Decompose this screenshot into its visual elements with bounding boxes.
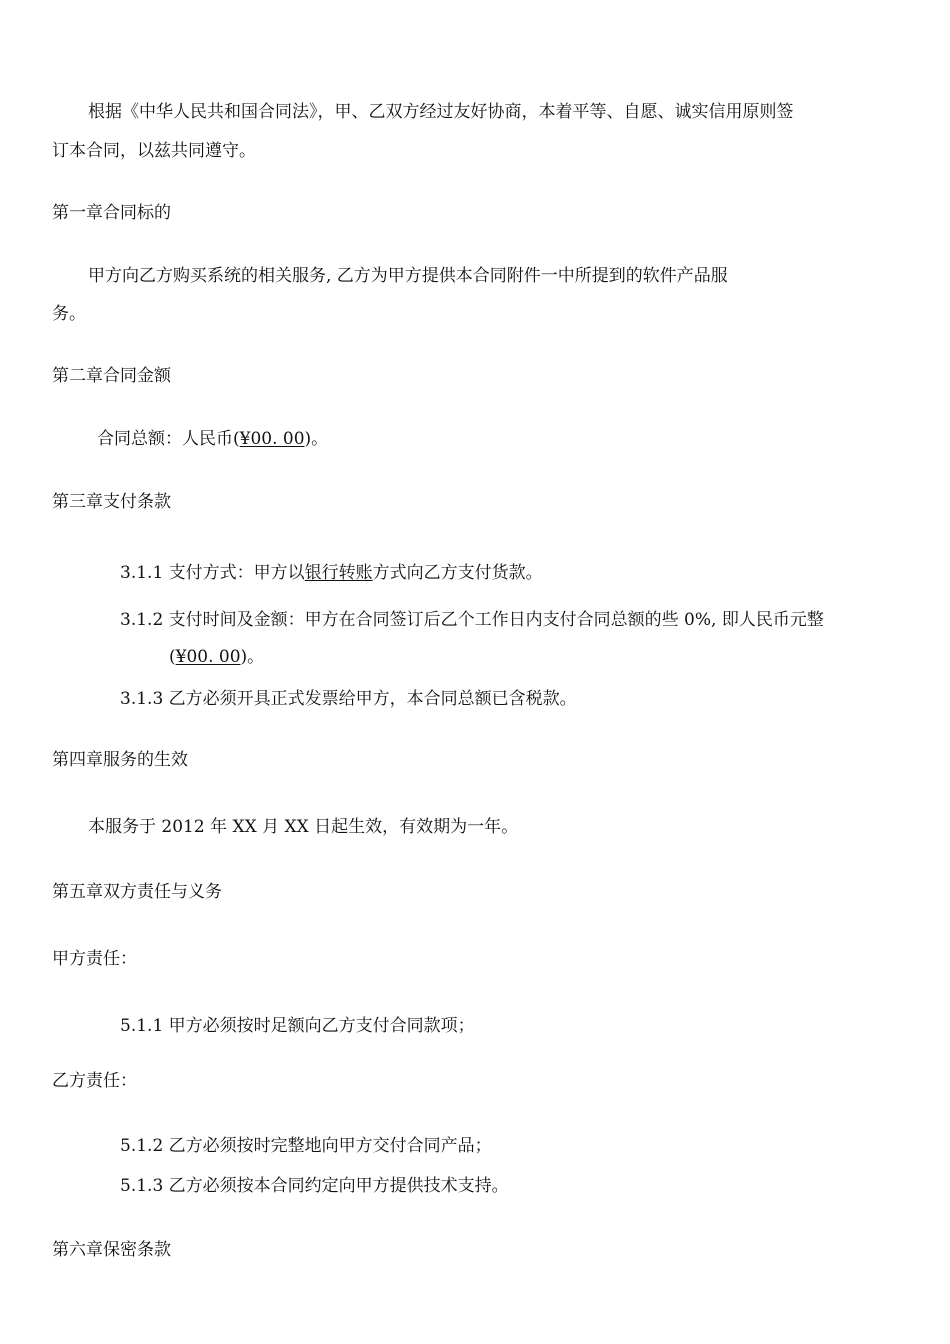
party-a-responsibility-label: 甲方责任： [52, 949, 137, 969]
clause-5-1-3: 5.1.3 乙方必须按本合同约定向甲方提供技术支持。 [120, 1176, 509, 1196]
chapter-4-body: 本服务于 2012 年 XX 月 XX 日起生效，有效期为一年。 [88, 817, 519, 837]
contract-total [97, 427, 328, 451]
contract-total-prefix: 合同总额：人民币( [97, 429, 240, 449]
preamble-line-1: 根据《中华人民共和国合同法》，甲、乙双方经过友好协商，本着平等、自愿、诚实信用原则签 [88, 102, 794, 122]
clause-3-1-2-amount: ¥00. 00 [175, 647, 241, 667]
clause-3-1-1-prefix: 3.1.1 支付方式：甲方以 [120, 563, 305, 583]
payment-method: 银行转账 [304, 563, 373, 583]
chapter-5-title: 第五章双方责任与义务 [52, 882, 222, 902]
clause-3-1-2-open: ( [169, 647, 176, 667]
clause-3-1-2-close: )。 [240, 647, 265, 667]
chapter-1-body-line-1: 甲方向乙方购买系统的相关服务, 乙方为甲方提供本合同附件一中所提到的软件产品服 [88, 266, 728, 286]
clause-3-1-1 [120, 561, 543, 585]
clause-5-1-2: 5.1.2 乙方必须按时完整地向甲方交付合同产品； [120, 1136, 492, 1156]
clause-3-1-3: 3.1.3 乙方必须开具正式发票给甲方，本合同总额已含税款。 [120, 689, 577, 709]
clause-5-1-1: 5.1.1 甲方必须按时足额向乙方支付合同款项； [120, 1016, 475, 1036]
chapter-2-title: 第二章合同金额 [52, 366, 171, 386]
preamble-line-2: 订本合同，以兹共同遵守。 [52, 141, 256, 161]
chapter-4-title: 第四章服务的生效 [52, 750, 188, 770]
clause-3-1-1-suffix: 方式向乙方支付货款。 [372, 563, 543, 583]
contract-total-suffix: )。 [304, 429, 329, 449]
clause-3-1-2-line-1: 3.1.2 支付时间及金额：甲方在合同签订后乙个工作日内支付合同总额的些 0%, 即人民币元整 [120, 610, 824, 630]
chapter-1-body-line-2: 务。 [52, 304, 86, 324]
clause-3-1-2-line-2 [169, 645, 264, 669]
chapter-6-title: 第六章保密条款 [52, 1240, 171, 1260]
chapter-3-title: 第三章支付条款 [52, 492, 171, 512]
party-b-responsibility-label: 乙方责任： [52, 1071, 137, 1091]
chapter-1-title: 第一章合同标的 [52, 203, 171, 223]
contract-total-amount: ¥00. 00 [239, 429, 305, 449]
